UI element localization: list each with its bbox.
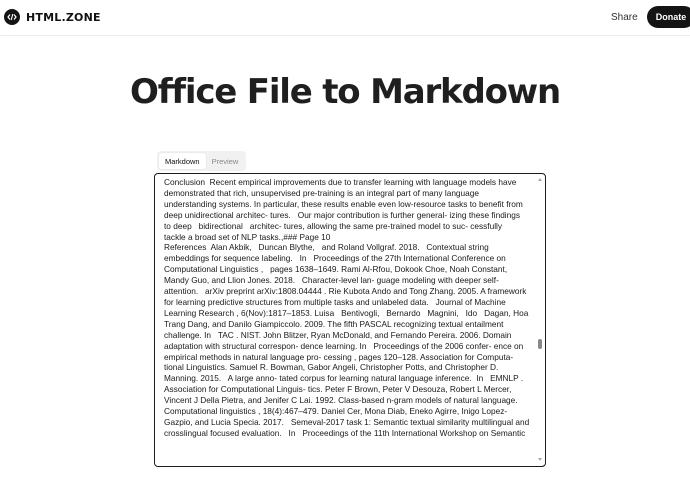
tab-markdown[interactable]: Markdown — [159, 153, 206, 169]
editor-line: Manning. 2015. A large anno- tated corpus for learning natural language inference. In EMNLP . — [164, 373, 524, 384]
editor-line: Trang Dang, and Danilo Giampiccolo. 2009. The fifth PASCAL recognizing textual entailment — [164, 318, 504, 329]
editor-line: Learning Research , 6(Nov):1817–1853. Luisa Bentivogli, Bernardo Magnini, Ido Dagan, Hoa — [164, 307, 529, 318]
editor-line: Computational Linguistics , pages 1638–1649. Rami Al-Rfou, Dokook Choe, Noah Constant, — [164, 264, 508, 275]
brand-logo[interactable] — [4, 9, 101, 25]
share-link[interactable]: Share — [611, 12, 638, 23]
markdown-output-textarea[interactable] — [154, 173, 546, 467]
editor-line: Gazpio, and Lucia Specia. 2017. Semeval-2017 task 1: Semantic textual similarity multilingual and — [164, 416, 530, 427]
tab-preview[interactable]: Preview — [211, 156, 239, 166]
markdown-text — [164, 177, 530, 439]
editor-line: adaptation with structural correspon- dence learning. In Proceedings of the 2006 confer- ence on — [164, 340, 524, 351]
scroll-thumb[interactable] — [538, 339, 542, 349]
editor-line: attention. arXiv preprint arXiv:1808.04444 . Rie Kubota Ando and Tong Zhang. 2005. A framework — [164, 286, 527, 297]
editor-line: Computational linguistics , 18(4):467–479. Daniel Cer, Mona Diab, Eneko Agirre, Inigo Lopez- — [164, 406, 508, 417]
editor-line: Vincent J Della Pietra, and Jenifer C Lai. 1992. Class-based n-gram models of natural language. — [164, 395, 518, 406]
editor-line: tackle a broad set of NLP tasks.,### Page 10 — [164, 231, 331, 242]
editor-line: References Alan Akbik, Duncan Blythe, and Roland Vollgraf. 2018. Contextual string — [164, 242, 489, 253]
editor-line: to deep bidirectional architec- tures, allowing the same pre-trained model to suc- cessfully — [164, 220, 503, 231]
scroll-up-icon[interactable] — [538, 178, 542, 181]
donate-button[interactable]: Donate — [647, 6, 690, 28]
editor-line: Mandy Guo, and Llion Jones. 2018. Character-level lan- guage modeling with deeper self- — [164, 275, 499, 286]
top-bar — [0, 0, 690, 36]
editor-line: crosslingual focused evaluation. In Proceedings of the 11th International Workshop on Semantic — [164, 427, 526, 438]
editor-line: Conclusion Recent empirical improvements due to transfer learning with language models have — [164, 177, 517, 187]
view-tabs — [157, 151, 246, 171]
code-icon — [4, 9, 20, 25]
editor-line: tional Linguistics. Samuel R. Bowman, Gabor Angeli, Christopher Potts, and Christopher D. — [164, 362, 499, 373]
editor-scrollbar[interactable] — [536, 174, 544, 465]
resize-handle-icon[interactable] — [537, 458, 544, 465]
editor-line: understanding systems. In particular, these results enable even low-resource tasks to benefit from — [164, 198, 523, 209]
page-title: Office File to Markdown — [130, 72, 560, 112]
editor-line: Association for Computational Linguis- tics. Peter F Brown, Peter V Desouza, Robert L Mercer, — [164, 384, 512, 395]
editor-line: for learning predictive structures from multiple tasks and unlabeled data. Journal of Machine — [164, 296, 506, 307]
editor-line: deep unidirectional architec- tures. Our major contribution is further general- izing these findings — [164, 209, 521, 220]
editor-line: challenge. In TAC . NIST. John Blitzer, Ryan McDonald, and Fernando Pereira. 2006. Domain — [164, 329, 512, 340]
editor-line: empirical methods in natural language pro- cessing , pages 120–128. Association for Computa- — [164, 351, 514, 362]
brand-name: HTML.ZONE — [26, 10, 101, 24]
editor-line: embeddings for sequence labeling. In Proceedings of the 27th International Conference on — [164, 253, 506, 264]
editor-line: demonstrated that rich, unsupervised pre-training is an integral part of many language — [164, 187, 480, 198]
